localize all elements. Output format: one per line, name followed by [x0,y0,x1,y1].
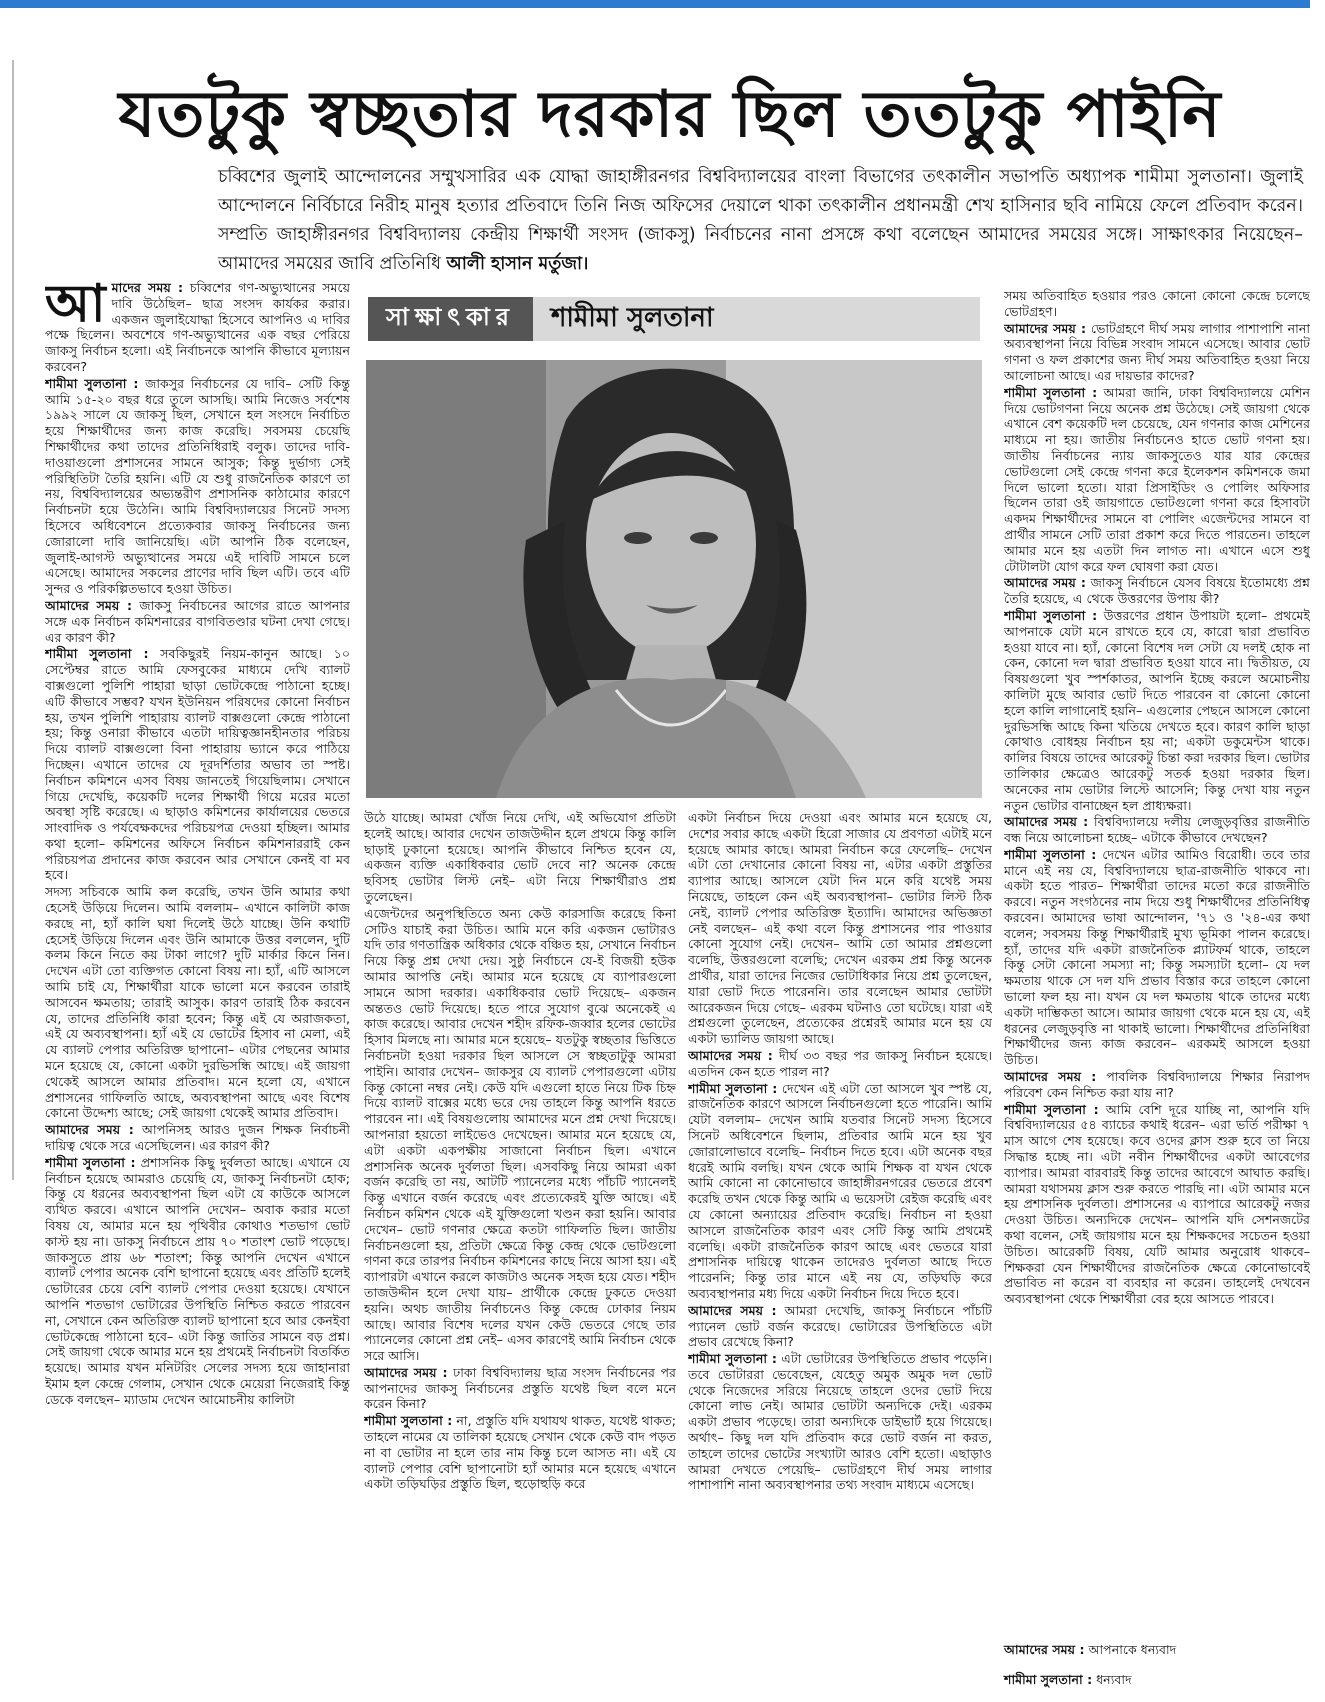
paragraph-text: আপনাকে ধন্যবাদ [1084,1641,1177,1657]
paragraph-text: উঠে যাচ্ছে। আমরা খোঁজ নিয়ে দেখি, এই অভিযোগ প্রতিটা হলেই আছে। আবার দেখেন তাজউদ্দীন হলে প্রথমে কিন্তু কালি ছাড়াই ঢুকানো হয়েছে। আপনি কীভাবে নিশ্চিত হবেন যে, একজন ব্যক্তি একাধিকবার ভোট দেবে না? অনেক কেন্দ্রে ছবিসহ ভোটার লিস্ট নেই– এটা নিয়ে শিক্ষার্থীরাও প্রশ্ন তুলেছেন। [364,810,676,904]
intro-paragraph [218,163,1303,279]
speaker-label: আমাদের সময় : [1004,814,1089,830]
paragraph-text: পাবলিক বিশ্ববিদ্যালয়ে শিক্ষার নিরাপদ পরিবেশ কেন নিশ্চিত করা যায় না? [1004,1069,1310,1100]
speaker-label: শামীমা সুলতানা : [364,1413,453,1429]
speaker-label: আমাদের সময় : [1004,1641,1085,1657]
paragraph-text: না, প্রস্তুতি যদি যথাযথ থাকত, যথেষ্ট থাকত; তাহলে নামের যে তালিকা হয়েছে সেখান থেকে কেউ বাদ পড়ত না বা ভোটার না হলে তার নাম কিন্তু চলে আসত না। এই যে ব্যালট পেপার বেশি ছাপানোটা হ্যাঁ আমার মনে হয়েছে এখানে একটা তড়িঘড়ির প্রস্তুতি ছিল, হুড়োহুড়ি করে [364,1413,676,1492]
qa-paragraph [45,1122,350,1154]
portrait-illustration [366,360,982,798]
speaker-label: আমাদের সময় : [688,1302,777,1318]
speaker-label: শামীমা সুলতানা : [688,1351,777,1367]
paragraph-text: উত্তরণের প্রধান উপায়টা হলো– প্রথমেই আপনাকে যেটা মনে রাখতে হবে যে, কারো দ্বারা প্রভাবিত হওয়া যাবে না। হ্যাঁ, কোনো বিশেষ দল সেটা যে দলই হোক না কেন, কোনো দল দ্বারা প্রভাবিত হওয়া যাবে না। দ্বিতীয়ত, যে বিষয়গুলো খুব স্পর্শকাতর, আপনি ইচ্ছে করলে অমোচনীয় কালিটা মুছে আবার ভোট দিতে পারবেন বা কোনো কোনো হলে কালি লাগানোই হয়নি– এগুলোর পেছনে আসলে কোনো দুরভিসন্ধি আছে কিনা খতিয়ে দেখতে হবে। কারণ কালি ছাড়া কোথাও বোধহয় নির্বাচন হয় না; একটা ডকুমেন্টস থাকে। কালির বিষয়ে তাদের আরেকটু চিন্তা করা দরকার ছিল। ভোটার তালিকার ক্ষেত্রেও আরেকটু সতর্ক হওয়া দরকার ছিল। অনেকের নাম ভোটার লিস্টে আসেনি; কিন্তু দেখা যায় নতুন নতুন ভোটার বানাচ্ছেন হল প্রাধ্যক্ষরা। [1004,607,1310,813]
speaker-label: আমাদের সময় : [45,1122,134,1138]
paragraph-text: সদস্য সচিবকে আমি কল করেছি, তখন উনি আমার কথা হেসেই উড়িয়ে দিলেন। আমি বললাম– এখানে কালিটা কাজ করছে না, হ্যাঁ কালি ঘষা দিলেই উঠে যাচ্ছে। উনি কথাটি হেসেই উড়িয়ে দিলেন এবং উনি আমাকে উত্তর বললেন, দুটি কলম কিনে নিতে কয় টাকা লাগে? দুটি মার্কার কিনে নিন। দেখেন এটা তো ব্যক্তিগত কোনো বিষয় না। হ্যাঁ, এটি আসলে আমি চাই যে, শিক্ষার্থীরা যাকে ভালো মনে করবেন তারাই আসবেন ক্ষমতায়; তারাই আসুক। কারণ তারাই ঠিক করবেন যে, তাদের প্রতিনিধি কারা হবেন; কিন্তু এই যে অরাজকতা, এই যে অব্যবস্থাপনা। হ্যাঁ এই যে ভোটের হিসাব না মেলা, এই যে ব্যালট পেপার অতিরিক্ত ছাপানো– এটার পেছনের আমার মনে হয়েছে যে, কোনো একটা দুরভিসন্ধি আছে। এই জায়গা থেকেই আসলে আমার প্রতিবাদ। মনে হলো যে, এখানে প্রশাসনের গাফিলতি আছে, অব্যবস্থাপনা আছে এবং বিশেষ কোনো উদ্দেশ্য আছে; সেই জায়গা থেকেই আমার প্রতিবাদ। [45,884,350,1121]
speaker-label: শামীমা সুলতানা : [1004,384,1098,400]
article-column-1 [45,280,350,1675]
paragraph-text: দেখেন এই এটা তো আসলে খুব স্পষ্ট যে, রাজনৈতিক কারণে আসলে নির্বাচনগুলো হতে পারেনি। আমি যেটা বললাম– দেখেন আমি যতবার সিনেট সদস্য হিসেবে সিনেট অধিবেশনে ছিলাম, প্রতিবার আমি মনে হয় খুব জোরালোভাবে বলেছি– নির্বাচন দিতে হবে। এটা অনেক বছর ধরেই আমি বলছি। যখন থেকে আমি শিক্ষক বা যখন থেকে আমি কোনো না কোনোভাবে জাহাঙ্গীরনগরের ভেতরে প্রবেশ করেছি তখন থেকে কিন্তু আমি এ ভয়েসটা রেইজ করেছি এবং যে কোনো অন্যায়ের প্রতিবাদ করেছি। নির্বাচন না হওয়া আসলে রাজনৈতিক কারণ এবং সেটি কিন্তু আমি প্রথমেই বলেছি। একটা রাজনৈতিক কারণ আছে এবং ভেতরে যারা প্রশাসনিক দায়িত্বে থাকেন তাদেরও দুর্বলতা আছে দিতে পারেননি; কিন্তু তার মানে এই নয় যে, তড়িঘড়ি করে অব্যবস্থাপনার মধ্য দিয়ে একটা নির্বাচন দিয়ে দিতে হবে। [688,1080,992,1301]
paragraph-text: সবকিছুরই নিয়ম-কানুন আছে। ১০ সেপ্টেম্বর রাতে আমি ফেসবুকের মাধ্যমে দেখি ব্যালট বাক্সগুলো পুলিশি পাহারা ছাড়া ভোটকেন্দ্রে পাঠানো হচ্ছে। এটি কীভাবে সম্ভব? যখন ইউনিয়ন পরিষদের কোনো নির্বাচন হয়, তখন পুলিশি পাহারায় ব্যালট বাক্সগুলো কেন্দ্রে পাঠানো হয়; কিন্তু ওনারা কীভাবে এতটা দায়িত্বজ্ঞানহীনতার পরিচয় দিয়ে ব্যালট বাক্সগুলো বিনা পাহারায় ভ্যানে করে পাঠিয়ে দিচ্ছেন। এখানে তাদের যে দূরদর্শিতার অভাব তা স্পষ্ট। নির্বাচন কমিশনে এসব বিষয় জানতেই গিয়েছিলাম। সেখানে গিয়ে দেখেছি, কয়েকটি দলের শিক্ষার্থী গিয়ে মরের মতো অবস্থা সৃষ্টি করেছে। এ ছাড়াও কমিশনের কার্যালয়ের ভেতরে সাংবাদিক ও পর্যবেক্ষকদের পরিচয়পত্র দেওয়া হচ্ছিল। আমার কথা হলো– কমিশনের অফিসে নির্বাচন কমিশনাররাই কেন পরিচয়পত্র প্রদানের কাজ করবেন আর সেখানে কেনই বা মব হবে। [45,646,350,883]
top-accent-rule [0,0,1310,8]
qa-paragraph [1004,575,1310,607]
speaker-label: আমাদের সময় : [1004,320,1087,336]
column-1-body [45,280,350,1408]
dropcap: আ [45,280,106,334]
speaker-label: আমাদের সময় : [688,1047,773,1063]
qa-paragraph [1004,385,1310,575]
article-column-4 [1004,288,1310,1618]
qa-paragraph [45,1155,350,1408]
intro-text: চব্বিশের জুলাই আন্দোলনের সম্মুখসারির এক যোদ্ধা জাহাঙ্গীরনগর বিশ্ববিদ্যালয়ের বাংলা বিভাগের তৎকালীন সভাপতি অধ্যাপক শামীমা সুলতানা। জুলাই আন্দোলনে নির্বিচারে নিরীহ মানুষ হত্যার প্রতিবাদে তিনি নিজ অফিসের দেয়ালে থাকা তৎকালীন প্রধানমন্ত্রী শেখ হাসিনার ছবি নামিয়ে ফেলে প্রতিবাদ করেন। সম্প্রতি জাহাঙ্গীরনগর বিশ্ববিদ্যালয় কেন্দ্রীয় শিক্ষার্থী সংসদ (জাকসু) নির্বাচনের নানা প্রসঙ্গে কথা বলেছেন আমাদের সময়ের সঙ্গে। সাক্ষাৎকার নিয়েছেন– আমাদের সময়ের জাবি প্রতিনিধি [218,167,1303,274]
qa-paragraph [45,646,350,883]
qa-paragraph [45,598,350,645]
qa-paragraph [1004,608,1310,813]
interviewee-photo [366,360,982,798]
qa-paragraph [688,1303,992,1350]
paragraph-text: দেখেন এটার আমিও বিরোধী। তবে তার মানে এই নয় যে, বিশ্ববিদ্যালয়ে ছাত্র-রাজনীতি থাকবে না। একটা হতে পারত– শিক্ষার্থীরা তাদের মতো করে রাজনীতি করবে। নতুন সংগঠনের নাম দিয়ে শুধু শিক্ষার্থীদের প্রতিনিধিত্ব করবেন। আমাদের ভাষা আন্দোলন, '৭১ ও '২৪-এর কথা বলেন; সবসময় কিন্তু শিক্ষার্থীরাই মুখ্য ভূমিকা পালন করেছে। হ্যাঁ, তাদের যদি একটা রাজনৈতিক প্ল্যাটফর্ম থাকে, তাহলে কিন্তু সেটা কোনো সমস্যা না; কিন্তু সমস্যাটা হলো– যে দল ক্ষমতায় থাকে সে দল যদি প্রভাব বিস্তার করে তাহলে কোনো ভালো ফল হয় না। যখন যে দল ক্ষমতায় থাকে তাদের মধ্যে একটা দাম্ভিকতা আসে। আমার জায়গা থেকে মনে হয় যে, এই ধরনের লেজুড়বৃত্তি না থাকাই ভালো। শিক্ষার্থীদের প্রতিনিধিরা শিক্ষার্থীদের জন্য কাজ করবেন– এরকমই আসলে হওয়া উচিত। [1004,846,1310,1068]
paragraph-text: ধন্যবাদ [1092,1672,1132,1688]
qa-paragraph [1004,847,1310,1068]
speaker-label: শামীমা সুলতানা : [1004,1672,1093,1688]
speaker-label: আমাদের সময় : [45,597,133,613]
interview-tag: সাক্ষাৎকার [368,297,533,341]
qa-paragraph [1004,321,1310,384]
paragraph-text: আমি বেশি দূরে যাচ্ছি না, আপনি যদি বিশ্ববিদ্যালয়ের ৫৪ ব্যাচের কথাই ধরেন– এরা ভর্তি পরীক্ষা ৭ মাস আগে শেষ হয়েছে। কবে ওদের ক্লাস শুরু হবে তা নিয়ে সিদ্ধান্ত হচ্ছে না। এটা নবীন শিক্ষার্থীদের একটা আবেগের ব্যাপার। আমরা বারবারই কিন্তু তাদের আবেগে আঘাত করছি। আমরা যথাসময় ক্লাস শুরু করতে পারছি না। এটা আমার মনে হয় প্রশাসনিক দুর্বলতা। প্রশাসনের এ ব্যাপারে আরেকটু নজর দেওয়া উচিত। অন্যদিকে দেখেন– আপনি যদি সেশনজটের কথা বলেন, সেই জায়গায় মনে হয় শিক্ষকদের সচেতন হওয়া উচিত। আরেকটি বিষয়, যেটি আমার অনুরোধ থাকবে– শিক্ষকরা যেন শিক্ষার্থীদের রাজনৈতিক ক্ষেত্রে কোনোভাবেই প্রভাবিত না করেন বা ব্যবহার না করেন। তাহলেই দেখবেন অব্যবস্থাপনা থেকে শিক্ষার্থীরা বের হয়ে আসতে পারবে। [1004,1101,1310,1307]
paragraph-text: আমরা জানি, ঢাকা বিশ্ববিদ্যালয়ে মেশিন দিয়ে ভোটগণনা নিয়ে অনেক প্রশ্ন উঠেছে। সেই জায়গা থেকে এখানে বেশ কয়েকটি দল চেয়েছে, যেন গণনার কাজ মেশিনের মাধ্যমে না হয়। জাতীয় নির্বাচনেও হাতে ভোট গণনা হয়। জাতীয় নির্বাচনের ন্যায় জাকসুতেও যার যার কেন্দ্রের ভোটগুলো সেই কেন্দ্রে গণনা করে ইলেকশন কমিশনকে জমা দিলে ভালো হতো। যারা প্রিসাইডিং ও পোলিং অফিসার ছিলেন তারা ওই জায়গাতে ভোটগুলো গণনা করে হিসাবটা একদম শিক্ষার্থীদের সামনে বা পোলিং এজেন্টদের সামনে বা প্রার্থীর সামনে সেটি তারা প্রকাশ করে দিতে পারতেন। তাহলে আমার মনে হয় এতটা দিন লাগত না। এখানে এসে শুধু টোটালটা যোগ করে ফল ঘোষণা করা যেত। [1004,384,1310,574]
paragraph-text: জাকসুর নির্বাচনের যে দাবি– সেটি কিন্তু আমি ১৫-২০ বছর ধরে তুলে আসছি। আমি নিজেও সর্বশেষ ১৯৯২ সালে যে জাকসু ছিল, সেখানে হল সংসদে নির্বাচিত হয়ে শিক্ষার্থীদের জন্য কাজ করেছি। সবসময় চেয়েছি শিক্ষার্থীদের কথা তাদের প্রতিনিধিরাই বলুক। তাদের দাবি-দাওয়াগুলো প্রশাসনের সামনে আসুক; কিন্তু দুর্ভাগ্য সেই পরিস্থিতিটা তৈরি হয়নি। এটি যে শুধু রাজনৈতিক কারণে তা নয়, বিশ্ববিদ্যালয়ের অভ্যন্তরীণ প্রশাসনিক কাঠামোর কারণে নির্বাচনটা হয়ে উঠেনি। আমি বিশ্ববিদ্যালয়ের সিনেট সদস্য হিসেবে অধিবেশনে প্রত্যেকবার জাকসু নির্বাচনের জন্য জোরালো দাবি জানিয়েছি। এটা আপনি ঠিক বলেছেন, জুলাই-আগস্ট অভ্যুত্থানের সময়ে এই দাবিটি সামনে চলে এসেছে। আমাদের সকলের প্রাণের দাবি ছিল এটি। তবে এটি সুন্দর ও পরিকল্পিতভাবে হওয়া উচিত। [45,375,350,597]
qa-paragraph [45,884,350,1121]
paragraph-text: বিশ্ববিদ্যালয়ে দলীয় লেজুড়বৃত্তির রাজনীতি বন্ধ নিয়ে আলোচনা হচ্ছে– এটাকে কীভাবে দেখছেন? [1004,814,1310,846]
qa-paragraph [688,1081,992,1302]
reporter-name: আলী হাসান মর্তুজা। [446,254,589,274]
interview-label-bar [368,297,980,341]
speaker-label: শামীমা সুলতানা : [688,1080,778,1096]
qa-paragraph [364,1413,676,1492]
left-margin-rule [12,60,14,1180]
qa-paragraph [688,810,992,1047]
paragraph-text: আমরা দেখেছি, জাকসু নির্বাচনে পাঁচটি প্যানেল ভোট বর্জন করেছে। ভোটারের উপস্থিতিতে এটা প্রভাব রেখেছে কিনা? [688,1302,992,1350]
article-signoff [1004,1628,1310,1702]
paragraph-text: চব্বিশের গণ-অভ্যুত্থানের সময়ে দাবি উঠেছিল– ছাত্র সংসদ কার্যকর করার। একজন জুলাইযোদ্ধা হিসেবে আপনিও এ দাবির পক্ষে ছিলেন। অবশেষে গণ-অভ্যুত্থানের এক বছর পেরিয়ে জাকসু নির্বাচন হলো। এই নির্বাচনকে আপনি কীভাবে মূল্যায়ন করবেন? [45,280,350,374]
qa-paragraph [688,1048,992,1080]
qa-paragraph [1004,288,1310,320]
qa-paragraph [1004,1671,1310,1689]
paragraph-text: জাকসু নির্বাচনের আগের রাতে আপনার সঙ্গে এক নির্বাচন কমিশনারের বাগবিতণ্ডার ঘটনা দেখা গেছে। এর কারণ কী? [45,597,350,645]
qa-paragraph [1004,814,1310,846]
qa-paragraph [364,1365,676,1412]
speaker-label: শামীমা সুলতানা : [45,375,139,391]
qa-paragraph [364,810,676,905]
headline: যতটুকু স্বচ্ছতার দরকার ছিল ততটুকু পাইনি [118,77,1222,152]
paragraph-text: সময় অতিবাহিত হওয়ার পরও কোনো কোনো কেন্দ্রে চলেছে ভোটগ্রহণ। [1004,288,1310,319]
interviewee-name: শামীমা সুলতানা [551,303,714,333]
qa-paragraph [1004,1102,1310,1307]
qa-paragraph [1004,1069,1310,1101]
column-3-body [688,810,992,1493]
speaker-label: শামীমা সুলতানা : [45,646,149,662]
paragraph-text: এটা ভোটারের উপস্থিতিতে প্রভাব পড়েনি। তবে ভোটাররা ভেবেছেন, যেহেতু অমুক অমুক দল ভোট থেকে নিজেদের সরিয়ে নিয়েছে তাহলে ওদের ভোট দিয়ে কোনো লাভ নেই। আমার ভোটটা অন্যদিকে দেই। এরকম একটা প্রভাব পড়েছে। তারা অন্যদিকে ডাইভার্ট হয়ে গিয়েছে। অর্থাৎ– কিছু দল যদি প্রতিবাদ করে ভোট বর্জন না করত, তাহলে তাদের ভোটের সংখ্যাটা আরও বেশি হতো। এছাড়াও আমরা দেখতে পেয়েছি– ভোটগ্রহণে দীর্ঘ সময় লাগার পাশাপাশি নানা অব্যবস্থাপনার তথ্য সংবাদ মাধ্যমে এসেছে। [688,1351,992,1493]
paragraph-text: দীর্ঘ ৩৩ বছর পর জাকসু নির্বাচন হয়েছে। এতদিন কেন হতে পারল না? [688,1047,992,1079]
paragraph-text: ঢাকা বিশ্ববিদ্যালয় ছাত্র সংসদ নির্বাচনের পর আপনাদের জাকসু নির্বাচনের প্রস্তুতি যথেষ্ট ছিল বলে মনে করেন কিনা? [364,1364,676,1412]
speaker-label: আমাদের সময় : [364,1364,448,1380]
article-column-2 [364,810,676,1675]
speaker-label: মাদের সময় : [111,280,184,295]
paragraph-text: প্রশাসনিক কিছু দুর্বলতা আছে। এখানে যে নির্বাচন হয়েছে আমরাও চেয়েছি যে, জাকসু নির্বাচনটা হোক; কিন্তু যে ধরনের অব্যবস্থাপনা ছিল এটা যে কাউকে আসলে ব্যথিত করবে। এখানে আপনি দেখেন– অবাক করার মতো বিষয় যে, আমার মনে হয় পৃথিবীর কোথাও শতভাগ ভোট কাস্ট হয় না। ডাকসু নির্বাচনে প্রায় ৭০ শতাংশ ভোট পড়েছে। জাকসুতে প্রায় ৬৮ শতাংশ; কিন্তু আপনি দেখেন এখানে ব্যালট পেপার অনেক বেশি ছাপানো হয়েছে এবং প্রতিটি হলেই ভোটারের চেয়ে বেশি ব্যালট পেপার দেওয়া হয়েছে। যেখানে আপনি শতভাগ ভোটারের উপস্থিতি নিশ্চিত করতে পারবেন না, সেখানে কেন অতিরিক্ত ব্যালট ছাপানো হবে আর কেনইবা ভোটকেন্দ্রে পাঠানো হবে– এটা কিন্তু জাতির সামনে বড় প্রশ্ন। সেই জায়গা থেকে আমার মনে হয় প্রথমেই নির্বাচনটা বিতর্কিত হয়েছে। আমার যখন মনিটরিং সেলের সদস্য হয়ে জাহানারা ইমাম হল কেন্দ্রে গেলাম, সেখান থেকে মেয়েরা নিজেরাই কিন্তু ডেকে বলছেন– ম্যাডাম দেখেন আমোচনীয় কালিটা [45,1154,350,1407]
column-2-body [364,810,676,1492]
speaker-label: শামীমা সুলতানা : [1004,1101,1099,1117]
paragraph-text: একটা নির্বাচন দিয়ে দেওয়া এবং আমার মনে হয়েছে যে, দেশের সবার কাছে একটা হিরো সাজার যে প্রবণতা এটাই মনে হয়েছে আমার কাছে। আমরা নির্বাচন করে ফেলেছি– দেখেন এটা তো দেখানোর কোনো বিষয় না, এটার একটা প্রস্তুতির ব্যাপার আছে। আসলে যেটা দিন মনে করি যথেষ্ট সময় নিয়েছে, তাহলে কেন এই অব্যবস্থাপনা– ভোটার লিস্ট ঠিক নেই, ব্যালট পেপার অতিরিক্ত ইত্যাদি। আমাদের অভিজ্ঞতা নেই বলছেন– এই কথা বলে কিন্তু প্রশাসনের পার পাওয়ার কোনো সুযোগ নেই। দেখেন– আমি তো আমার প্রশ্নগুলো বলেছি, উত্তরগুলো বলেছি; দেখেন এরকম প্রশ্ন কিন্তু অনেক প্রার্থীর, যারা তাদের নিজের ভোটাধিকার নিয়ে প্রশ্ন তুলেছেন, যারা ভোট দিতে পারেননি। তার বলেছেন আমার ভোটটা আরেকজন দিয়ে গেছে– এরকম ঘটনাও তো ঘটেছে। যারা এই প্রশ্নগুলো তুলেছেন, প্রত্যেকের প্রশ্নেরই আমার মনে হয় যে একটা ভ্যালিড জায়গা আছে। [688,810,992,1047]
qa-paragraph [364,906,676,1364]
qa-paragraph [45,376,350,597]
paragraph-text: আপনিসহ আরও দুজন শিক্ষক নির্বাচনী দায়িত্ব থেকে সরে এসেছিলেন। এর কারণ কী? [45,1122,350,1154]
speaker-label: শামীমা সুলতানা : [1004,607,1098,623]
paragraph-text: এজেন্টদের অনুপস্থিতিতে অন্য কেউ কারসাজি করেছে কিনা সেটিও যাচাই করা উচিত। আমি মনে করি একজন ভোটারও যদি তার গণতান্ত্রিক অধিকার থেকে বঞ্চিত হয়, সেখানে নির্বাচন নিয়ে কিন্তু প্রশ্ন দেখা দেয়। সুষ্ঠু নির্বাচনে যে-ই বিজয়ী হউক আমার আপত্তি নেই। আমার মনে হয়েছে যে ব্যাপারগুলো সামনে আসা দরকার। একাধিকবার ভোট দিয়েছে– একজন অন্ততও ভোট দিয়েছে। হতে পারে সুযোগ বুঝে অনেকেই এ কাজ করেছে। আবার দেখেন শহীদ রফিক-জব্বার হলের ভোটের হিসাব মিলছে না। আমার মনে হয়েছে– যতটুকু স্বচ্ছতার ভিত্তিতে নির্বাচনটা হওয়া দরকার ছিল আসলে সে স্বচ্ছতাটুকু আমরা পাইনি। আবার দেখেন– জাকসুর যে ব্যালট পেপারগুলো এটায় কিন্তু কোনো নম্বর নেই। কেউ যদি এগুলো হাতে নিয়ে টিক চিহ্ন দিয়ে ব্যালট বাক্সের মধ্যে ভরে দেয় তাহলে কিন্তু আপনি ধরতে পারবেন না। এই বিষয়গুলোয় আমাদের মনে প্রশ্ন দেখা দিয়েছে। আপনারা হয়তো লাইভেও দেখেছেন। আমার মনে হয়েছে যে, এটা একটা একপক্ষীয় সাজানো নির্বাচন ছিল। এখানে প্রশাসনিক অনেক দুর্বলতা ছিল। এসবকিছু নিয়ে আমরা একা বর্জন করেছি তা নয়, আটটি প্যানেলের মধ্যে পাঁচটি প্যানেলই কিন্তু এখানে বর্জন করেছে এবং প্রত্যেকেরই যুক্তি আছে। এই নির্বাচন কমিশন থেকে এই যুক্তিগুলো খণ্ডন করা হয়নি। আবার দেখেন– ভোট গণনার ক্ষেত্রে কতটা গাফিলতি ছিল। জাতীয় নির্বাচনগুলো হয়, প্রতিটা ক্ষেত্রে কিন্তু কেন্দ্র থেকে ভোটগুলো গণনা করে তারপর নির্বাচন কমিশনের কাছে নিয়ে আসা হয়। এই ব্যাপারটা এখানে করলে কাজটাও অনেক সহজ হয়ে যেত। শহীদ তাজউদ্দীন হলে দেখা যায়– প্রার্থীকে কেন্দ্রে ঢুকতে দেওয়া হয়নি। অথচ জাতীয় নির্বাচনেও কিন্তু কেন্দ্রে ঢোকার নিয়ম আছে। আবার বিশেষ দলের যখন কেউ ভেতরে গেছে তার প্যানেলের কোনো প্রশ্ন নেই– এসব কারণেই আমি নির্বাচন থেকে সরে আসি। [364,905,676,1364]
paragraph-text: জাকসু নির্বাচনে যেসব বিষয়ে ইতোমধ্যে প্রশ্ন তৈরি হয়েছে, এ থেকে উত্তরণের উপায় কী? [1004,575,1310,607]
speaker-label: আমাদের সময় : [1004,575,1086,591]
speaker-label: আমাদের সময় : [1004,1069,1097,1085]
article-column-3 [688,810,992,1675]
speaker-label: শামীমা সুলতানা : [45,1154,136,1170]
signoff-body [1004,1641,1310,1690]
paragraph-text: ভোটগ্রহণে দীর্ঘ সময় লাগার পাশাপাশি নানা অব্যবস্থাপনা নিয়ে বিভিন্ন সংবাদ সামনে এসেছে। আবার ভোট গণনা ও ফল প্রকাশের জন্য দীর্ঘ সময় অতিবাহিত হওয়া নিয়ে আলোচনা আছে। এর দায়ভার কাদের? [1004,320,1310,383]
speaker-label: শামীমা সুলতানা : [1004,846,1097,862]
qa-paragraph [688,1351,992,1493]
column-4-body [1004,288,1310,1307]
qa-paragraph [1004,1641,1310,1659]
